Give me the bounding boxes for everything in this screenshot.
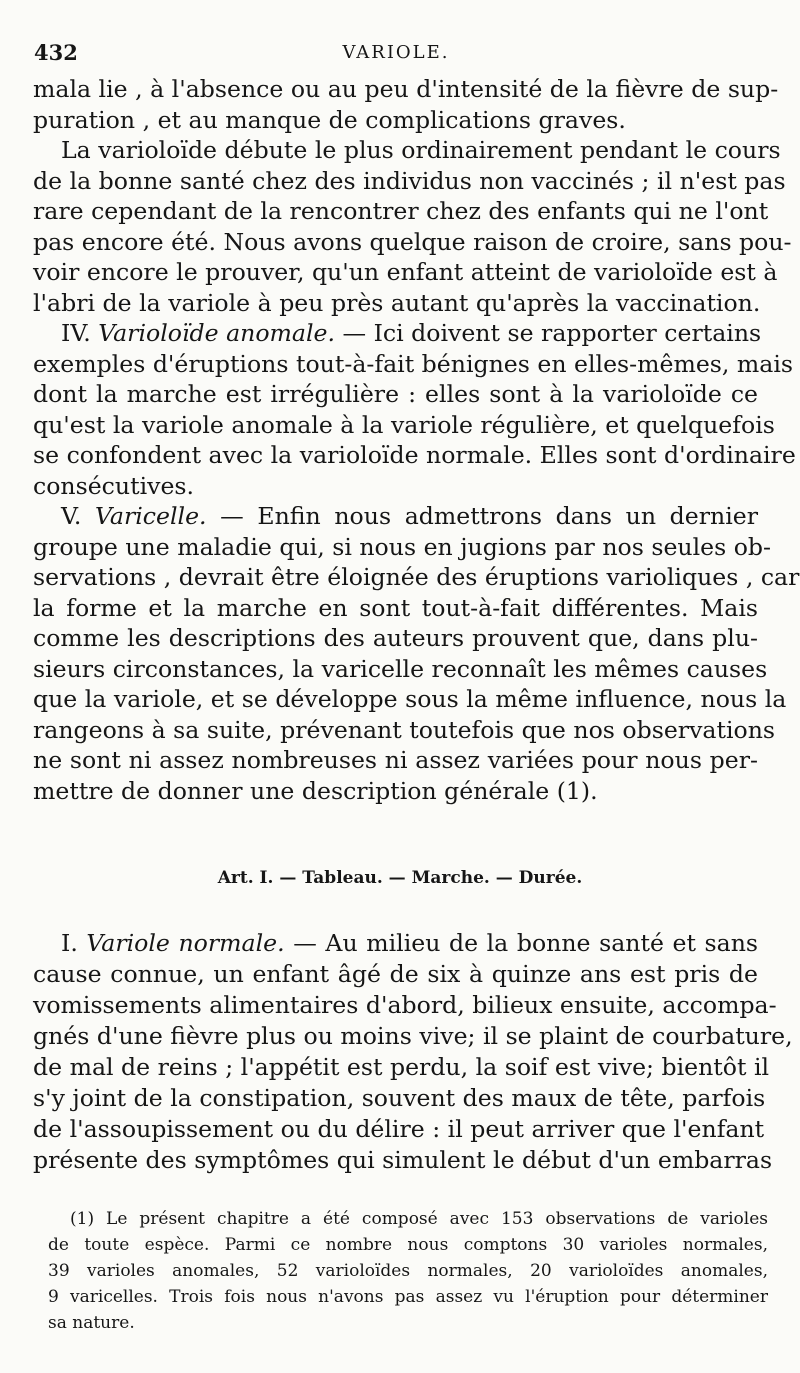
text-line: s'y joint de la constipation, souvent des maux de tête, parfois bbox=[33, 1084, 766, 1112]
running-head: VARIOLE. bbox=[342, 42, 450, 63]
text-line: servations , devrait être éloignée des éruptions varioliques , car bbox=[33, 563, 800, 591]
article-heading: Art. I. — Tableau. — Marche. — Durée. bbox=[217, 868, 583, 888]
section-v-first-line bbox=[33, 501, 758, 532]
text-line: sieurs circonstances, la varicelle reconnaît les mêmes causes bbox=[33, 654, 768, 683]
text-line: voir encore le prouver, qu'un enfant atteint de varioloïde est à bbox=[33, 258, 778, 286]
text-line: gnés d'une fièvre plus ou moins vive; il se plaint de courbature, bbox=[33, 1022, 793, 1050]
text-line: ne sont ni assez nombreuses ni assez variées pour nous per- bbox=[33, 746, 758, 774]
text-line: rangeons à sa suite, prévenant toutefois que nos observations bbox=[33, 715, 775, 744]
section-i-first-line bbox=[33, 928, 758, 959]
section-v-text: — Enfin nous admettrons dans un dernier bbox=[220, 502, 759, 530]
main-text-bottom bbox=[33, 928, 793, 1176]
section-i-text: — Au milieu de la bonne santé et sans bbox=[293, 929, 759, 957]
section-iv-numeral: IV. bbox=[61, 319, 91, 347]
text-line: dont la marche est irrégulière : elles sont à la varioloïde ce bbox=[33, 380, 758, 408]
page-number: 432 bbox=[34, 40, 78, 65]
text-line: qu'est la variole anomale à la variole régulière, et quelquefois bbox=[33, 410, 775, 439]
footnote-line: (1) Le présent chapitre a été composé avec 153 observations de varioles bbox=[70, 1209, 768, 1229]
text-line: vomissements alimentaires d'abord, bilieux ensuite, accompa- bbox=[33, 991, 777, 1019]
section-iv-first-line bbox=[33, 318, 762, 349]
text-line: exemples d'éruptions tout-à-fait bénignes en elles-mêmes, mais bbox=[33, 349, 793, 378]
footnote-line: 9 varicelles. Trois fois nous n'avons pas assez vu l'éruption pour déterminer bbox=[48, 1287, 768, 1307]
text-line: groupe une maladie qui, si nous en jugions par nos seules ob- bbox=[33, 532, 772, 561]
text-line: mala lie , à l'absence ou au peu d'intensité de la fièvre de sup- bbox=[33, 75, 779, 103]
text-line: pas encore été. Nous avons quelque raison de croire, sans pou- bbox=[33, 227, 792, 256]
section-v-title: Varicelle. bbox=[95, 502, 207, 530]
main-text-top bbox=[33, 74, 800, 806]
text-line: présente des symptômes qui simulent le début d'un embarras bbox=[33, 1146, 773, 1174]
text-line: que la variole, et se développe sous la même influence, nous la bbox=[33, 685, 787, 713]
text-line: comme les descriptions des auteurs prouvent que, dans plu- bbox=[33, 624, 758, 652]
text-line: de l'assoupissement ou du délire : il peut arriver que l'enfant bbox=[33, 1115, 765, 1143]
text-line: de la bonne santé chez des individus non vaccinés ; il n'est pas bbox=[33, 166, 786, 195]
footnote-line: sa nature. bbox=[48, 1313, 135, 1333]
footnote-line: de toute espèce. Parmi ce nombre nous comptons 30 varioles normales, bbox=[48, 1235, 768, 1255]
page-header bbox=[32, 36, 760, 72]
text-line: se confondent avec la varioloïde normale. Elles sont d'ordinaire bbox=[33, 441, 796, 469]
section-iv-title: Varioloïde anomale. bbox=[98, 319, 335, 347]
text-line: La varioloïde débute le plus ordinairement pendant le cours bbox=[61, 136, 781, 164]
text-line: de mal de reins ; l'appétit est perdu, la soif est vive; bientôt il bbox=[33, 1053, 770, 1081]
footnote bbox=[48, 1206, 768, 1336]
text-line: consécutives. bbox=[33, 471, 195, 500]
text-line: cause connue, un enfant âgé de six à quinze ans est pris de bbox=[33, 960, 758, 988]
section-iv-text: — Ici doivent se rapporter certains bbox=[342, 319, 762, 347]
section-i-numeral: I. bbox=[61, 929, 78, 957]
text-line: la forme et la marche en sont tout-à-fait différentes. Mais bbox=[33, 593, 758, 622]
section-v-numeral: V. bbox=[61, 502, 82, 530]
section-i-title: Variole normale. bbox=[86, 929, 285, 957]
text-line: mettre de donner une description générale (1). bbox=[33, 776, 598, 805]
footnote-line: 39 varioles anomales, 52 varioloïdes normales, 20 varioloïdes anomales, bbox=[48, 1261, 768, 1281]
text-line: rare cependant de la rencontrer chez des enfants qui ne l'ont bbox=[33, 197, 769, 225]
text-line: l'abri de la variole à peu près autant qu'après la vaccination. bbox=[33, 288, 761, 317]
text-line: puration , et au manque de complications graves. bbox=[33, 105, 626, 134]
